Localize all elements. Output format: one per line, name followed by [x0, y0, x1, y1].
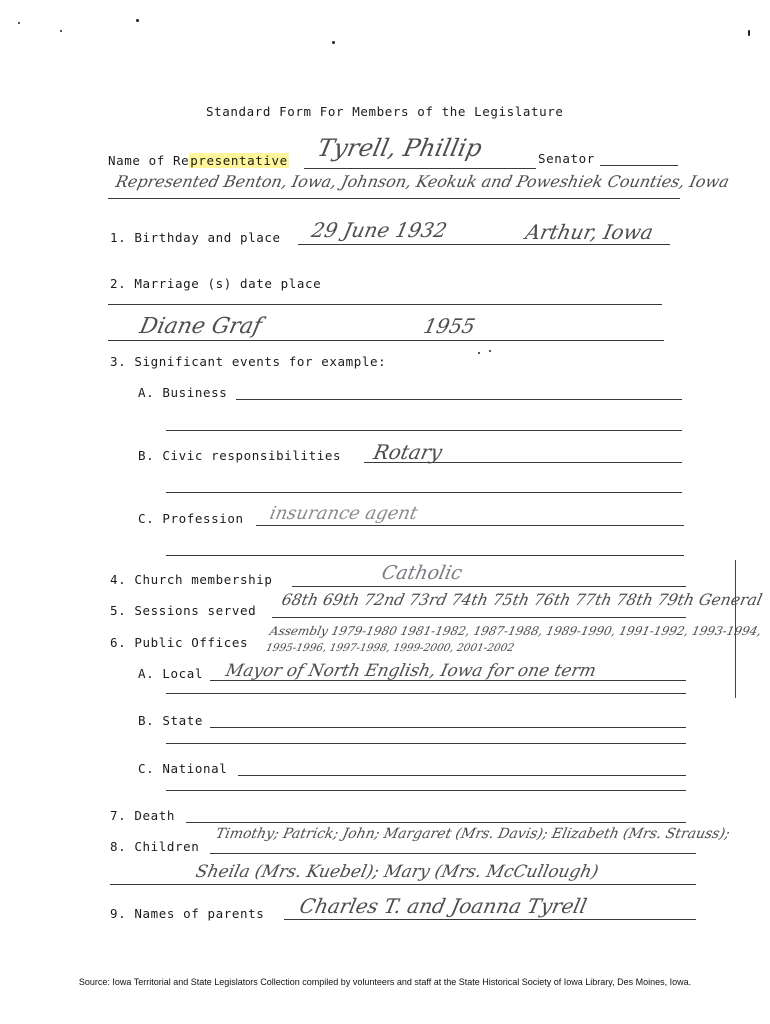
events-label: 3. Significant events for example: [110, 354, 387, 369]
business-underline-2 [166, 430, 682, 431]
scan-speck [748, 30, 750, 36]
profession-value: insurance agent [267, 503, 420, 524]
scan-speck [136, 19, 139, 22]
name-label-prefix: Name of Re [108, 153, 190, 168]
spouse-name: Diane Graf [137, 314, 264, 339]
district-value: Represented Benton, Iowa, Johnson, Keokuk and Poweshiek Counties, Iowa [113, 172, 731, 191]
local-label: A. Local [138, 666, 204, 681]
civic-underline-2 [166, 492, 682, 493]
marriage-label: 2. Marriage (s) date place [110, 276, 322, 291]
state-underline-2 [166, 743, 686, 744]
local-value: Mayor of North English, Iowa for one term [223, 661, 598, 681]
parents-underline [284, 919, 696, 920]
birth-label: 1. Birthday and place [110, 230, 281, 245]
children-underline-1 [210, 853, 696, 854]
marriage-underline-2 [108, 340, 664, 341]
profession-underline-1 [256, 525, 684, 526]
sessions-label: 5. Sessions served [110, 603, 257, 618]
name-label [108, 153, 289, 168]
business-label: A. Business [138, 385, 228, 400]
marriage-underline-1 [108, 304, 662, 305]
national-label: C. National [138, 761, 228, 776]
civic-label: B. Civic responsibilities [138, 448, 342, 463]
name-value: Tyrell, Phillip [315, 134, 485, 162]
profession-underline-2 [166, 555, 684, 556]
business-underline-1 [236, 399, 682, 400]
scan-speck [478, 352, 480, 354]
birth-date: 29 June 1932 [309, 218, 450, 242]
sessions-value: 68th 69th 72nd 73rd 74th 75th 76th 77th 78th 79th General [279, 590, 765, 609]
state-label: B. State [138, 713, 204, 728]
sessions-underline [272, 617, 686, 618]
parents-label: 9. Names of parents [110, 906, 265, 921]
scan-speck [60, 30, 62, 32]
children-value-1: Timothy; Patrick; John; Margaret (Mrs. Davis); Elizabeth (Mrs. Strauss); [214, 826, 732, 842]
children-underline-2 [110, 884, 696, 885]
margin-mark [735, 560, 736, 698]
death-underline [186, 822, 686, 823]
parents-value: Charles T. and Joanna Tyrell [297, 894, 590, 918]
death-label: 7. Death [110, 808, 176, 823]
senator-underline [600, 165, 678, 166]
form-title: Standard Form For Members of the Legislature [206, 104, 564, 119]
national-underline-1 [238, 775, 686, 776]
source-caption: Source: Iowa Territorial and State Legislators Collection compiled by volunteers and staff at the State Historical Society of Iowa Library, Des Moines, Iowa. [78, 977, 692, 987]
birth-underline [298, 244, 670, 245]
marriage-year: 1955 [421, 314, 478, 338]
children-value-2: Sheila (Mrs. Kuebel); Mary (Mrs. McCullough) [193, 862, 601, 882]
offices-label: 6. Public Offices [110, 635, 249, 650]
church-underline [292, 586, 686, 587]
civic-value: Rotary [371, 440, 445, 464]
church-value: Catholic [379, 562, 465, 584]
representative-highlight: presentative [190, 153, 288, 168]
offices-value-2: 1995-1996, 1997-1998, 1999-2000, 2001-2002 [264, 642, 516, 654]
name-underline [304, 168, 536, 169]
state-underline-1 [210, 727, 686, 728]
profession-label: C. Profession [138, 511, 244, 526]
national-underline-2 [166, 790, 686, 791]
children-label: 8. Children [110, 839, 200, 854]
offices-value-1: Assembly 1979-1980 1981-1982, 1987-1988, 1989-1990, 1991-1992, 1993-1994, [268, 624, 763, 638]
scan-speck [18, 22, 20, 24]
church-label: 4. Church membership [110, 572, 273, 587]
district-underline [108, 198, 680, 199]
scan-speck [332, 41, 335, 44]
local-underline-2 [166, 693, 686, 694]
scan-speck [489, 350, 491, 352]
birth-place: Arthur, Iowa [523, 220, 656, 244]
senator-label: Senator [538, 151, 595, 166]
